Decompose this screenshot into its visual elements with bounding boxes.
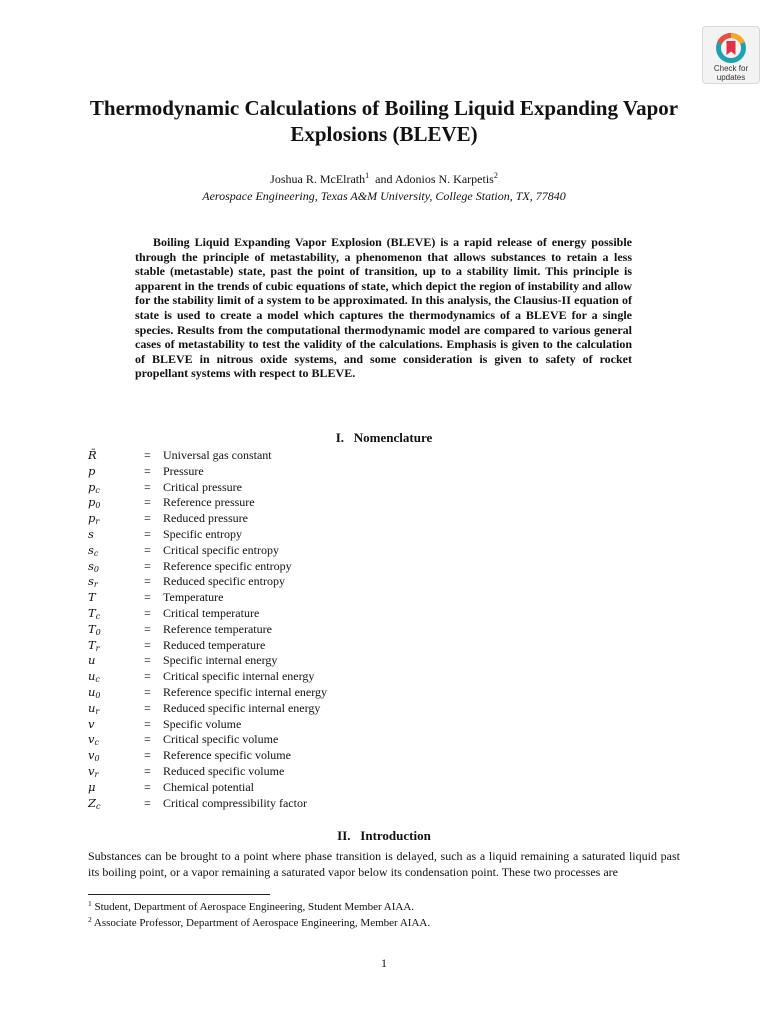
- nomenclature-description: Critical compressibility factor: [163, 795, 307, 810]
- symbol-subscript: 0: [95, 501, 101, 511]
- section-heading-nomenclature: [0, 430, 768, 446]
- equals-sign: =: [144, 479, 151, 494]
- check-for-updates-badge[interactable]: [702, 26, 760, 84]
- symbol-base: p: [88, 511, 96, 526]
- equals-sign: =: [144, 448, 151, 462]
- nomenclature-description: Specific volume: [163, 716, 242, 731]
- nomenclature-row: [88, 511, 508, 527]
- section-number: II.: [337, 828, 351, 843]
- author-2-footnote-mark: 2: [493, 171, 498, 180]
- nomenclature-symbol: [88, 638, 100, 654]
- equals-sign: =: [144, 700, 151, 715]
- nomenclature-row: [88, 764, 508, 780]
- nomenclature-description: Reduced specific entropy: [163, 574, 285, 589]
- symbol-base: p: [88, 479, 96, 494]
- equals-sign: =: [144, 669, 151, 684]
- nomenclature-symbol: [88, 669, 100, 685]
- equals-sign: =: [144, 542, 151, 557]
- symbol-base: T: [88, 621, 96, 636]
- nomenclature-symbol: [88, 590, 96, 606]
- nomenclature-description: Critical specific entropy: [163, 542, 279, 557]
- page-number: 1: [381, 956, 387, 970]
- symbol-base: μ: [88, 779, 96, 794]
- paper-title: Thermodynamic Calculations of Boiling Liquid Expanding Vapor Explosions (BLEVE): [89, 96, 679, 146]
- nomenclature-description: Reference temperature: [163, 621, 272, 636]
- nomenclature-symbol: [88, 606, 100, 622]
- nomenclature-description: Universal gas constant: [163, 448, 272, 462]
- nomenclature-row: [88, 638, 508, 654]
- symbol-base: u: [88, 653, 96, 668]
- author-line: [0, 172, 768, 187]
- symbol-subscript: r: [95, 643, 100, 653]
- equals-sign: =: [144, 558, 151, 573]
- nomenclature-row: [88, 590, 508, 606]
- nomenclature-row: [88, 606, 508, 622]
- nomenclature-row: [88, 559, 508, 575]
- nomenclature-symbol: [88, 559, 99, 575]
- nomenclature-symbol: [88, 495, 100, 511]
- symbol-subscript: c: [95, 485, 100, 495]
- symbol-base: v: [88, 748, 95, 763]
- footnote-text: Student, Department of Aerospace Engineering, Student Member AIAA.: [94, 901, 415, 913]
- nomenclature-row: [88, 464, 508, 480]
- equals-sign: =: [144, 526, 151, 541]
- symbol-base: R̄: [88, 448, 97, 462]
- nomenclature-symbol: [88, 527, 94, 543]
- nomenclature-row: [88, 685, 508, 701]
- symbol-subscript: r: [94, 769, 99, 779]
- badge-label-line1: Check for: [713, 64, 749, 73]
- author-connector: and: [375, 172, 393, 186]
- nomenclature-symbol: [88, 796, 100, 812]
- symbol-subscript: 0: [95, 627, 101, 637]
- nomenclature-description: Temperature: [163, 590, 224, 605]
- nomenclature-symbol: [88, 622, 101, 638]
- equals-sign: =: [144, 495, 151, 510]
- nomenclature-description: Reduced specific volume: [163, 763, 285, 778]
- nomenclature-symbol: [88, 780, 95, 796]
- badge-label-line2: updates: [716, 73, 746, 82]
- nomenclature-symbol: [88, 748, 100, 764]
- symbol-subscript: c: [95, 675, 100, 685]
- affiliation: Aerospace Engineering, Texas A&M University, College Station, TX, 77840: [202, 189, 566, 203]
- nomenclature-symbol: [88, 464, 95, 480]
- equals-sign: =: [144, 463, 151, 478]
- symbol-subscript: c: [95, 611, 101, 621]
- nomenclature-row: [88, 701, 508, 717]
- nomenclature-description: Reduced specific internal energy: [163, 700, 321, 715]
- equals-sign: =: [144, 574, 151, 589]
- symbol-subscript: c: [96, 801, 101, 811]
- nomenclature-row: [88, 717, 508, 733]
- nomenclature-symbol: [88, 732, 99, 748]
- symbol-subscript: 0: [94, 754, 100, 764]
- equals-sign: =: [144, 653, 151, 668]
- nomenclature-description: Reference specific entropy: [163, 558, 292, 573]
- symbol-base: p: [88, 463, 96, 478]
- nomenclature-symbol: [88, 701, 99, 717]
- footnote-2: [88, 916, 688, 930]
- nomenclature-row: [88, 480, 508, 496]
- equals-sign: =: [144, 605, 151, 620]
- nomenclature-row: [88, 543, 508, 559]
- symbol-base: Z: [88, 795, 96, 810]
- nomenclature-symbol: [88, 543, 98, 559]
- nomenclature-row: [88, 622, 508, 638]
- footnote-mark: 1: [88, 899, 92, 908]
- symbol-base: u: [88, 684, 96, 699]
- footnote-divider: [88, 894, 270, 895]
- equals-sign: =: [144, 779, 151, 794]
- symbol-base: p: [88, 495, 96, 510]
- footnote-text: Associate Professor, Department of Aerospace Engineering, Member AIAA.: [93, 917, 431, 929]
- section-title: Nomenclature: [353, 430, 433, 445]
- equals-sign: =: [144, 684, 151, 699]
- symbol-base: T: [88, 637, 96, 652]
- nomenclature-row: [88, 448, 508, 464]
- symbol-base: s: [88, 526, 94, 541]
- nomenclature-description: Specific internal energy: [163, 653, 278, 668]
- nomenclature-description: Reduced temperature: [163, 637, 266, 652]
- equals-sign: =: [144, 732, 151, 747]
- nomenclature-symbol: [88, 685, 101, 701]
- equals-sign: =: [144, 590, 151, 605]
- nomenclature-row: [88, 748, 508, 764]
- symbol-base: T: [88, 590, 96, 605]
- equals-sign: =: [144, 795, 151, 810]
- nomenclature-row: [88, 495, 508, 511]
- section-number: I.: [335, 430, 345, 445]
- symbol-base: s: [88, 542, 94, 557]
- introduction-paragraph: Substances can be brought to a point where phase transition is delayed, such as a liquid remaining a saturated liquid past its boiling point, or a vapor remaining a saturated vapor below its condensation point. These two processes are: [88, 849, 680, 879]
- nomenclature-row: [88, 574, 508, 590]
- nomenclature-row: [88, 796, 508, 812]
- equals-sign: =: [144, 763, 151, 778]
- footnote-1: [88, 900, 688, 914]
- nomenclature-symbol: [88, 511, 99, 527]
- nomenclature-row: [88, 780, 508, 796]
- equals-sign: =: [144, 748, 151, 763]
- nomenclature-list: [88, 448, 508, 811]
- nomenclature-symbol: [88, 574, 98, 590]
- symbol-base: v: [88, 763, 95, 778]
- nomenclature-description: Pressure: [163, 463, 204, 478]
- symbol-subscript: r: [93, 580, 98, 590]
- equals-sign: =: [144, 637, 151, 652]
- nomenclature-description: Critical pressure: [163, 479, 242, 494]
- nomenclature-row: [88, 527, 508, 543]
- symbol-base: v: [88, 732, 95, 747]
- symbol-subscript: r: [95, 517, 100, 527]
- equals-sign: =: [144, 716, 151, 731]
- symbol-subscript: c: [94, 738, 99, 748]
- nomenclature-description: Specific entropy: [163, 526, 242, 541]
- symbol-subscript: 0: [93, 564, 99, 574]
- nomenclature-description: Reduced pressure: [163, 511, 248, 526]
- author-2: Adonios N. Karpetis: [394, 172, 494, 186]
- symbol-subscript: r: [95, 706, 100, 716]
- nomenclature-description: Reference specific internal energy: [163, 684, 328, 699]
- author-1-footnote-mark: 1: [365, 171, 370, 180]
- nomenclature-description: Critical temperature: [163, 605, 260, 620]
- symbol-subscript: c: [93, 548, 99, 558]
- symbol-subscript: 0: [95, 690, 101, 700]
- nomenclature-row: [88, 653, 508, 669]
- nomenclature-description: Reference specific volume: [163, 748, 291, 763]
- nomenclature-symbol: [88, 480, 100, 496]
- abstract: Boiling Liquid Expanding Vapor Explosion (BLEVE) is a rapid release of energy possible through the principle of metastability, a phenomenon that allows substances to retain a less stable (metastable) state, past the point of transition, up to a stability limit. This principle is apparent in the trends of cubic equations of state, which depict the region of instability and allow for the stability limit of a system to be approximated. In this analysis, the Clausius-II equation of state is used to create a model which captures the thermodynamics of a BLEVE for a single species. Results from the computational thermodynamic model are compared to various general cases of metastability to test the validity of the calculations. Emphasis is given to the calculation of BLEVE in nitrous oxide systems, and some consideration is given to safety of rocket propellant systems with respect to BLEVE.: [135, 235, 632, 381]
- author-1: Joshua R. McElrath: [270, 172, 366, 186]
- equals-sign: =: [144, 621, 151, 636]
- nomenclature-description: Critical specific volume: [163, 732, 279, 747]
- footnote-mark: 2: [88, 915, 92, 924]
- nomenclature-symbol: [88, 448, 97, 464]
- nomenclature-description: Critical specific internal energy: [163, 669, 315, 684]
- nomenclature-symbol: [88, 764, 98, 780]
- symbol-base: s: [88, 574, 94, 589]
- equals-sign: =: [144, 511, 151, 526]
- section-title: Introduction: [360, 828, 431, 843]
- check-for-updates-icon: [715, 32, 747, 64]
- symbol-base: u: [88, 669, 96, 684]
- nomenclature-description: Chemical potential: [163, 779, 254, 794]
- nomenclature-symbol: [88, 653, 95, 669]
- nomenclature-description: Reference pressure: [163, 495, 255, 510]
- symbol-base: u: [88, 700, 96, 715]
- symbol-base: s: [88, 558, 94, 573]
- symbol-base: T: [88, 605, 96, 620]
- nomenclature-row: [88, 732, 508, 748]
- section-heading-introduction: [0, 828, 768, 844]
- symbol-base: v: [88, 716, 95, 731]
- nomenclature-row: [88, 669, 508, 685]
- nomenclature-symbol: [88, 717, 95, 733]
